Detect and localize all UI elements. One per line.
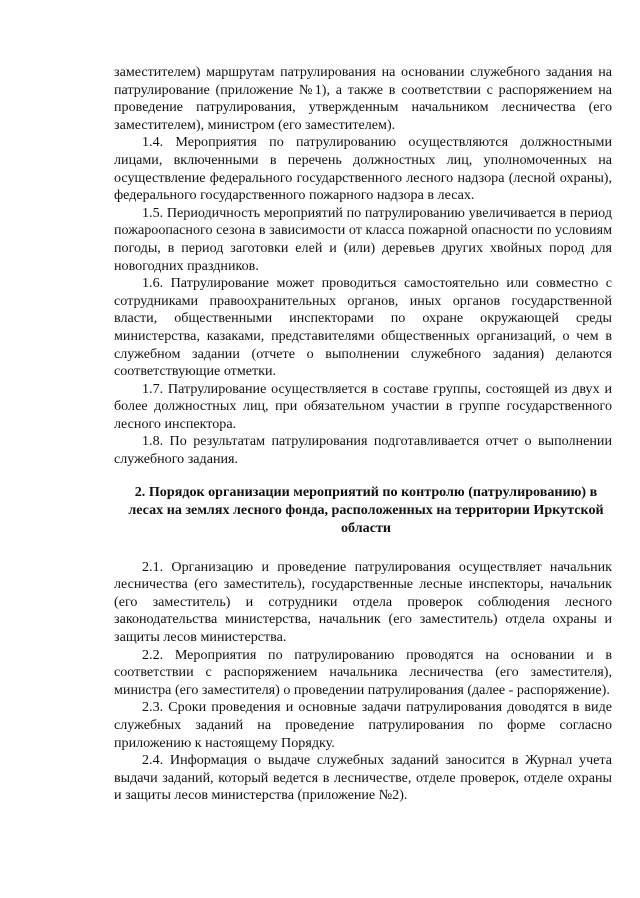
paragraph: 2.2. Мероприятия по патрулированию проводятся на основании и в соответствии с распоряжением начальника лесничества (его заместителя), министра (его заместителя) о проведении патрулирования (далее - распоряжение). — [114, 646, 612, 698]
section-heading: 2. Порядок организации мероприятий по контролю (патрулированию) в лесах на землях лесного фонда, расположенных на территории Иркутской области — [128, 483, 604, 536]
section-1-paragraphs — [114, 64, 612, 469]
paragraph: 2.1. Организацию и проведение патрулирования осуществляет начальник лесничества (его заместитель), государственные лесные инспекторы, начальник (его заместитель) и сотрудники отдела проверок соблюдения лесного законодательства министерства, начальник (его заместитель) отдела охраны и защиты лесов министерства. — [114, 558, 612, 646]
paragraph: 1.6. Патрулирование может проводиться самостоятельно или совместно с сотрудниками правоохранительных органов, иных органов государственной власти, общественными инспекторами по охране окружающей среды министерства, казаками, представителями общественных организаций, о чем в служебном задании (отчете о выполнении служебного задания) делаются соответствующие отметки. — [114, 275, 612, 380]
paragraph: 1.7. Патрулирование осуществляется в составе группы, состоящей из двух и более должностных лиц, при обязательном участии в группе государственного лесного инспектора. — [114, 380, 612, 432]
paragraph: 2.4. Информация о выдаче служебных заданий заносится в Журнал учета выдачи заданий, который ведется в лесничестве, отделе проверок, отделе охраны и защиты лесов министерства (приложение №2). — [114, 752, 612, 804]
paragraph: 1.8. По результатам патрулирования подготавливается отчет о выполнении служебного задания. — [114, 433, 612, 468]
document-page — [114, 64, 612, 805]
paragraph: заместителем) маршрутам патрулирования на основании служебного задания на патрулирование (приложение №1), а также в соответствии с распоряжением на проведение патрулирования, утвержденным начальником лесничества (его заместителем), министром (его заместителем). — [114, 64, 612, 133]
paragraph: 2.3. Сроки проведения и основные задачи патрулирования доводятся в виде служебных заданий на проведение патрулирования по форме согласно приложению к настоящему Порядку. — [114, 699, 612, 751]
paragraph: 1.5. Периодичность мероприятий по патрулированию увеличивается в период пожароопасного сезона в зависимости от класса пожарной опасности по условиям погоды, в период заготовки елей и (или) деревьев других хвойных пород для новогодних праздников. — [114, 204, 612, 274]
heading-spacer — [114, 537, 612, 559]
paragraph: 1.4. Мероприятия по патрулированию осуществляются должностными лицами, включенными в перечень должностных лиц, уполномоченных на осуществление федерального государственного лесного надзора (лесной охраны), федерального государственного пожарного надзора в лесах. — [114, 134, 612, 204]
section-2-paragraphs — [114, 559, 612, 805]
